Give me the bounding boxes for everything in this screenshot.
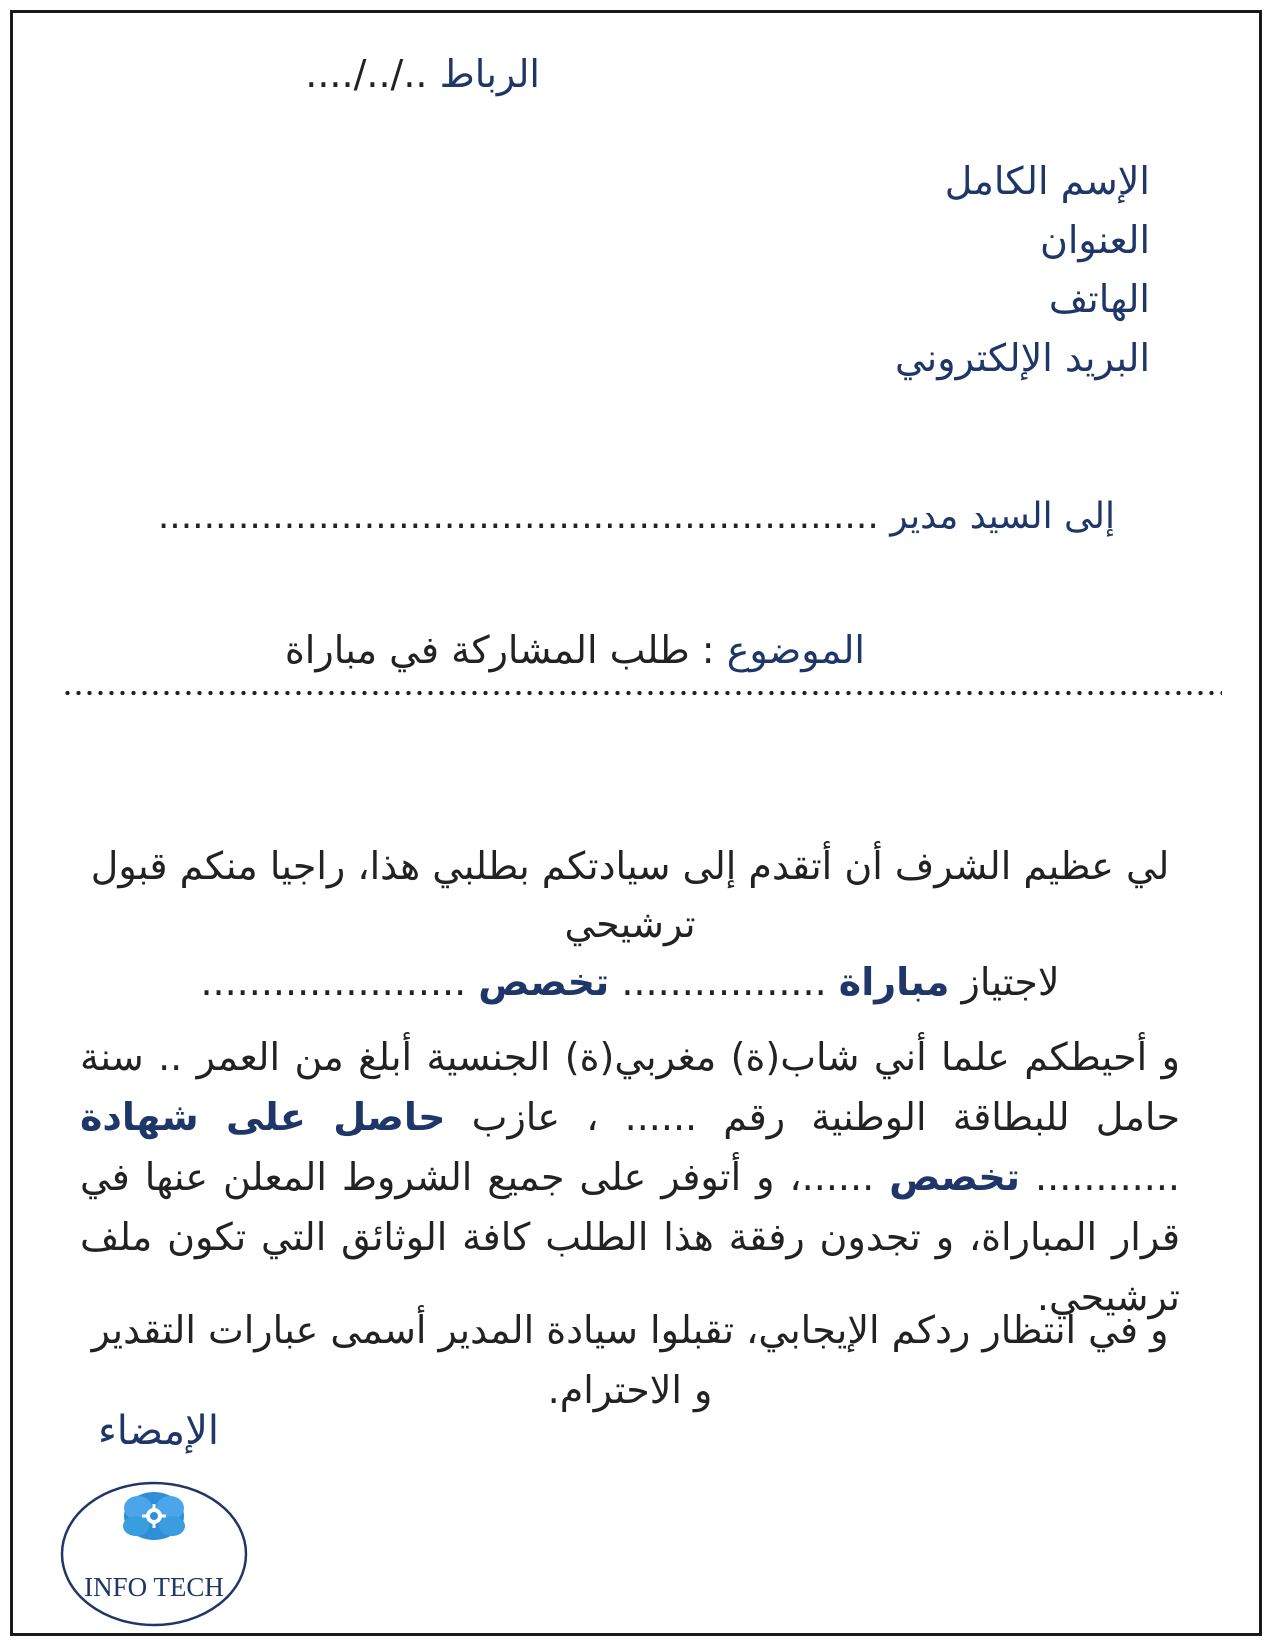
subject-text: طلب المشاركة في مباراة (284, 628, 690, 672)
specialty-blank: ...................... (200, 960, 467, 1004)
logo-text: INFO TECH (84, 1572, 224, 1602)
degree-label: حاصل على شهادة (80, 1095, 446, 1139)
recipient-blank: ............................................................... (157, 496, 879, 537)
paragraph-details (80, 1027, 1180, 1327)
brain-icon (123, 1492, 185, 1540)
exam-label: مباراة (838, 960, 950, 1004)
subject-dotted-line (62, 688, 1222, 698)
details-text-1: و أحيطكم علما أني شاب(ة) مغربي(ة) الجنسية أبلغ من العمر .. سنة حامل للبطاقة الوطنية رقم ...... ، عازب (80, 1035, 1180, 1139)
subject-separator: : (689, 628, 727, 672)
paragraph-intro (60, 837, 1200, 1011)
info-tech-logo (58, 1478, 250, 1630)
intro-line-2 (60, 953, 1200, 1011)
specialty-label-2: تخصص (889, 1155, 1021, 1199)
signature-label: الإمضاء (98, 1408, 220, 1454)
sender-block (895, 152, 1150, 388)
exam-blank: ................. (621, 960, 827, 1004)
recipient-line (158, 496, 1115, 537)
sender-address: العنوان (1039, 218, 1150, 262)
date-line (305, 52, 540, 96)
city-label: الرباط (439, 52, 540, 96)
sender-email: البريد الإلكتروني (895, 336, 1150, 380)
intro-text: لاجتياز (961, 960, 1060, 1004)
recipient-label: إلى السيد مدير (890, 496, 1115, 537)
subject-label: الموضوع (726, 628, 865, 672)
subject-line (285, 628, 865, 672)
intro-line-1: لي عظيم الشرف أن أتقدم إلى سيادتكم بطلبي هذا، راجيا منكم قبول ترشيحي (90, 844, 1170, 946)
degree-blank: ............ (1035, 1155, 1180, 1199)
sender-phone: الهاتف (1048, 277, 1150, 321)
paragraph-closing: و في انتظار ردكم الإيجابي، تقبلوا سيادة المدير أسمى عبارات التقدير و الاحترام. (91, 1308, 1169, 1412)
sender-full-name: الإسم الكامل (944, 159, 1150, 203)
details-text-2: ......، و أتوفر على جميع الشروط المعلن عنها في قرار المباراة، و تجدون رفقة هذا الطلب كافة الوثائق التي تكون ملف ترشيحي. (80, 1155, 1180, 1319)
date-placeholder: ..../../.. (305, 52, 428, 96)
specialty-label: تخصص (478, 960, 610, 1004)
